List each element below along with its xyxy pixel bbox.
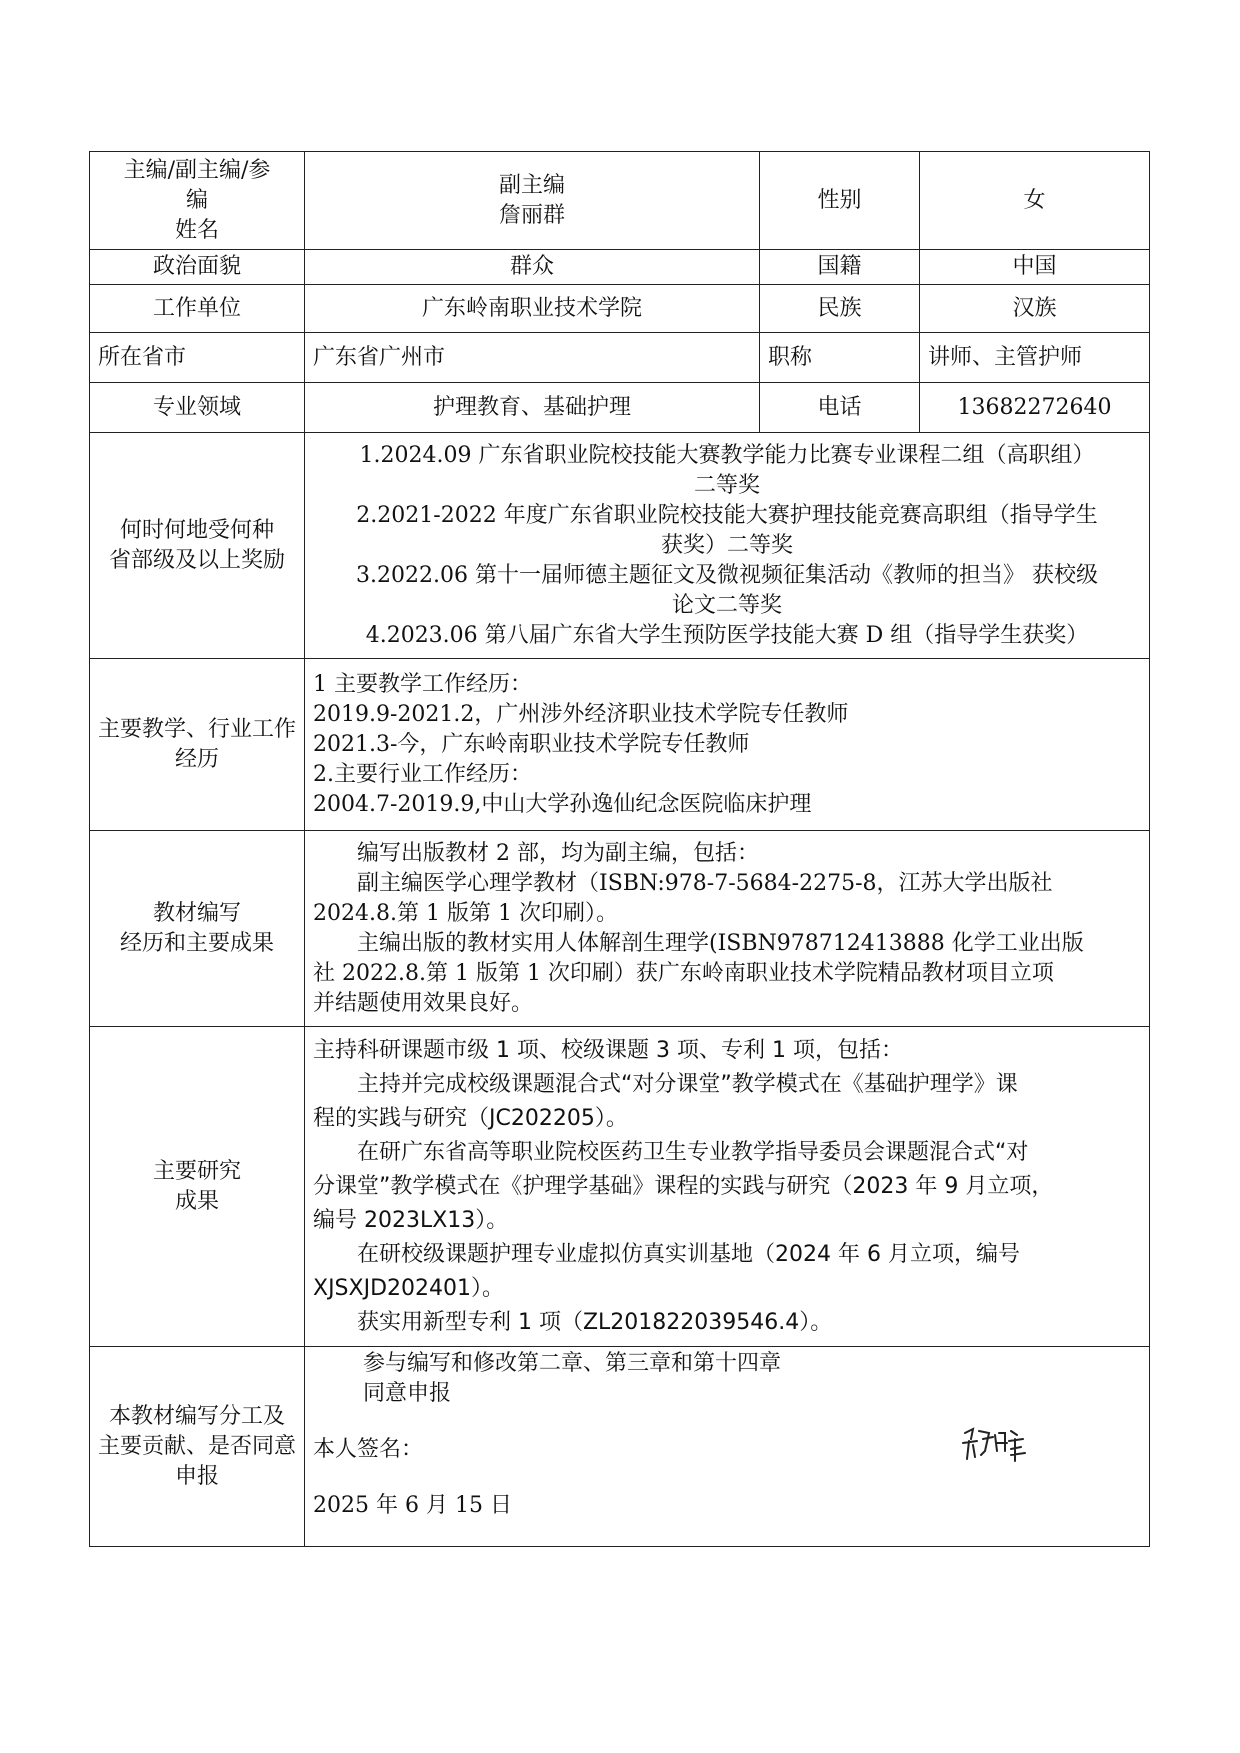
employer-row bbox=[90, 285, 1150, 333]
signature-row bbox=[313, 1435, 1141, 1465]
location-row bbox=[90, 333, 1150, 383]
editor-role-label bbox=[90, 152, 305, 250]
field-value: 护理教育、基础护理 bbox=[305, 383, 760, 433]
research-line: XJSXJD202401）。 bbox=[313, 1275, 505, 1301]
name-value: 詹丽群 bbox=[498, 202, 565, 228]
role-value: 副主编 bbox=[498, 172, 565, 198]
research-line: 程的实践与研究（JC202205）。 bbox=[313, 1105, 628, 1131]
label-line: 主要贡献、是否同意 bbox=[98, 1433, 297, 1459]
contribution-line: 参与编写和修改第二章、第三章和第十四章 bbox=[363, 1351, 782, 1376]
ethnicity-value: 汉族 bbox=[920, 285, 1150, 333]
signature-label: 本人签名： bbox=[313, 1437, 424, 1462]
award-line: 论文二等奖 bbox=[671, 592, 782, 618]
work-content bbox=[305, 659, 1150, 831]
phone-label: 电话 bbox=[760, 383, 920, 433]
work-line: 1 主要教学工作经历： bbox=[313, 671, 532, 697]
work-label bbox=[90, 659, 305, 831]
work-line: 2.主要行业工作经历： bbox=[313, 761, 532, 787]
contribution-content bbox=[305, 1347, 1150, 1547]
label-line: 经历 bbox=[174, 746, 219, 772]
label-line: 何时何地受何种 bbox=[119, 517, 274, 543]
label-line: 编 bbox=[185, 187, 208, 213]
research-line: 在研广东省高等职业院校医药卫生专业教学指导委员会课题混合式“对 bbox=[357, 1139, 1029, 1165]
label-line: 省部级及以上奖励 bbox=[108, 547, 285, 573]
work-line: 2021.3-今，广东岭南职业技术学院专任教师 bbox=[313, 731, 750, 757]
textbook-line: 副主编医学心理学教材（ISBN:978-7-5684-2275-8，江苏大学出版社 bbox=[357, 870, 1053, 896]
research-row bbox=[90, 1027, 1150, 1347]
title-value: 讲师、主管护师 bbox=[920, 333, 1150, 383]
location-label: 所在省市 bbox=[90, 333, 305, 383]
contribution-label bbox=[90, 1347, 305, 1547]
textbook-label bbox=[90, 831, 305, 1027]
textbook-content bbox=[305, 831, 1150, 1027]
research-line: 在研校级课题护理专业虚拟仿真实训基地（2024 年 6 月立项，编号 bbox=[357, 1241, 1020, 1267]
award-line: 获奖）二等奖 bbox=[660, 532, 793, 558]
awards-content bbox=[305, 433, 1150, 659]
gender-label: 性别 bbox=[760, 152, 920, 250]
contribution-row bbox=[90, 1347, 1150, 1547]
award-line: 1.2024.09 广东省职业院校技能大赛教学能力比赛专业课程二组（高职组） bbox=[359, 442, 1095, 468]
award-line: 4.2023.06 第八届广东省大学生预防医学技能大赛 D 组（指导学生获奖） bbox=[365, 622, 1089, 648]
employer-label: 工作单位 bbox=[90, 285, 305, 333]
textbook-line: 主编出版的教材实用人体解剖生理学(ISBN978712413888 化学工业出版 bbox=[357, 930, 1084, 956]
political-value: 群众 bbox=[305, 250, 760, 285]
nationality-label: 国籍 bbox=[760, 250, 920, 285]
research-content bbox=[305, 1027, 1150, 1347]
award-line: 3.2022.06 第十一届师德主题征文及微视频征集活动《教师的担当》 获校级 bbox=[356, 562, 1098, 588]
research-line: 分课堂”教学模式在《护理学基础》课程的实践与研究（2023 年 9 月立项， bbox=[313, 1173, 1054, 1199]
textbook-line: 社 2022.8.第 1 版第 1 次印刷）获广东岭南职业技术学院精品教材项目立项 bbox=[313, 960, 1054, 986]
field-row bbox=[90, 383, 1150, 433]
political-row bbox=[90, 250, 1150, 285]
awards-row bbox=[90, 433, 1150, 659]
work-line: 2019.9-2021.2，广州涉外经济职业技术学院专任教师 bbox=[313, 701, 849, 727]
label-line: 本教材编写分工及 bbox=[108, 1403, 285, 1429]
employer-value: 广东岭南职业技术学院 bbox=[305, 285, 760, 333]
contribution-line: 同意申报 bbox=[363, 1381, 452, 1406]
ethnicity-label: 民族 bbox=[760, 285, 920, 333]
nationality-value: 中国 bbox=[920, 250, 1150, 285]
label-line: 成果 bbox=[174, 1188, 219, 1214]
political-label: 政治面貌 bbox=[90, 250, 305, 285]
field-label: 专业领域 bbox=[90, 383, 305, 433]
phone-value: 13682272640 bbox=[920, 383, 1150, 433]
label-line: 主要教学、行业工作 bbox=[98, 716, 297, 742]
work-row bbox=[90, 659, 1150, 831]
research-label bbox=[90, 1027, 305, 1347]
research-line: 编号 2023LX13）。 bbox=[313, 1207, 509, 1233]
awards-label bbox=[90, 433, 305, 659]
research-line: 主持并完成校级课题混合式“对分课堂”教学模式在《基础护理学》课 bbox=[357, 1071, 1018, 1097]
label-line: 申报 bbox=[174, 1463, 219, 1489]
research-line: 获实用新型专利 1 项（ZL201822039546.4）。 bbox=[357, 1309, 833, 1335]
label-line: 主编/副主编/参 bbox=[123, 157, 271, 183]
label-line: 经历和主要成果 bbox=[119, 930, 274, 956]
name-row bbox=[90, 152, 1150, 250]
textbook-row bbox=[90, 831, 1150, 1027]
textbook-line: 2024.8.第 1 版第 1 次印刷）。 bbox=[313, 900, 618, 926]
label-line: 教材编写 bbox=[152, 900, 241, 926]
textbook-line: 编写出版教材 2 部，均为副主编，包括： bbox=[357, 840, 759, 866]
award-line: 2.2021-2022 年度广东省职业院校技能大赛护理技能竞赛高职组（指导学生 bbox=[356, 502, 1098, 528]
label-line: 主要研究 bbox=[152, 1158, 241, 1184]
date: 2025 年 6 月 15 日 bbox=[313, 1493, 512, 1518]
textbook-line: 并结题使用效果良好。 bbox=[313, 990, 534, 1016]
award-line: 二等奖 bbox=[693, 472, 760, 498]
research-line: 主持科研课题市级 1 项、校级课题 3 项、专利 1 项，包括： bbox=[313, 1037, 903, 1063]
label-line: 姓名 bbox=[174, 217, 219, 243]
editor-role-value bbox=[305, 152, 760, 250]
title-label: 职称 bbox=[760, 333, 920, 383]
handwritten-signature bbox=[959, 1421, 1031, 1467]
location-value: 广东省广州市 bbox=[305, 333, 760, 383]
work-line: 2004.7-2019.9,中山大学孙逸仙纪念医院临床护理 bbox=[313, 791, 812, 817]
gender-value: 女 bbox=[920, 152, 1150, 250]
application-form-table bbox=[89, 151, 1150, 1547]
